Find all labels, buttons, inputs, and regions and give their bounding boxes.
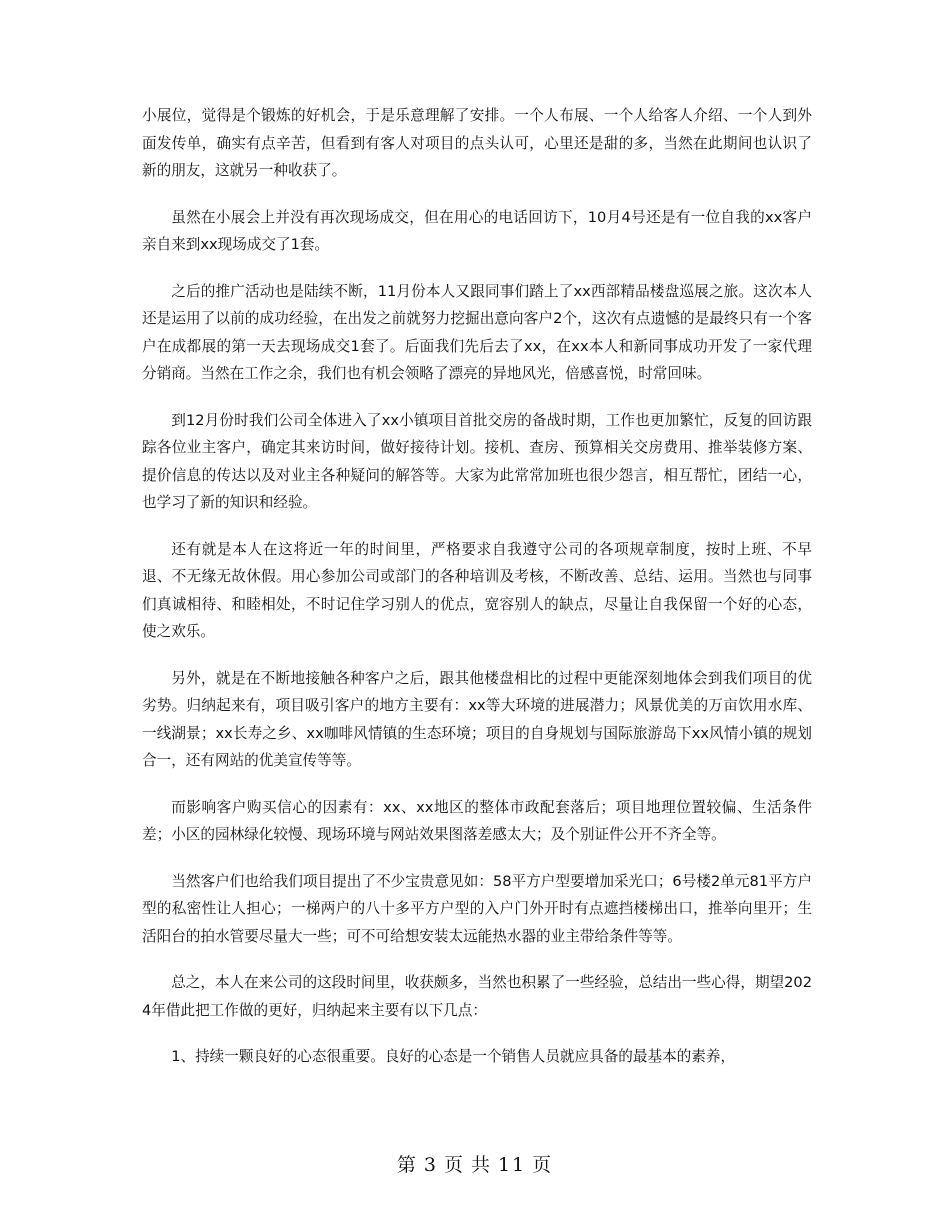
paragraph: 而影响客户购买信心的因素有：xx、xx地区的整体市政配套落后；项目地理位置较偏、生活条件差；小区的园林绿化较慢、现场环境与网站效果图落差感太大；及个别证件公开不齐全等。 — [142, 798, 812, 843]
page-number: 3 — [423, 1154, 438, 1176]
page-footer — [0, 1150, 950, 1177]
paragraph: 到12月份时我们公司全体进入了xx小镇项目首批交房的备战时期，工作也更加繁忙，反复的回访跟踪各位业主客户，确定其来访时间，做好接待计划。接机、查房、预算相关交房费用、推举装修方案、提价信息的传达以及对业主各种疑问的解答等。大家为此常常加班也很少怨言，相互帮忙，团结一心，也学习了新的知识和经验。 — [142, 411, 812, 511]
paragraph: 虽然在小展会上并没有再次现场成交，但在用心的电话回访下，10月4号还是有一位自我的xx客户亲自来到xx现场成交了1套。 — [142, 208, 812, 253]
paragraph: 当然客户们也给我们项目提出了不少宝贵意见如：58平方户型要增加采光口；6号楼2单元81平方户型的私密性让人担心；一梯两户的八十多平方户型的入户门外开时有点遮挡楼梯出口，推举向里开；生活阳台的拍水管要尽量大一些；可不可给想安装太远能热水器的业主带给条件等等。 — [142, 872, 812, 945]
page-label-mid: 页 — [443, 1154, 465, 1176]
paragraph: 1、持续一颗良好的心态很重要。良好的心态是一个销售人员就应具备的最基本的素养， — [171, 1048, 736, 1065]
paragraph: 小展位，觉得是个锻炼的好机会，于是乐意理解了安排。一个人布展、一个人给客人介绍、一个人到外面发传单，确实有点辛苦，但看到有客人对项目的点头认可，心里还是甜的多，当然在此期间也认识了新的朋友，这就另一种收获了。 — [142, 107, 812, 179]
paragraph: 总之，本人在来公司的这段时间里，收获颇多，当然也积累了一些经验，总结出一些心得，期望2024年借此把工作做的更好，归纳起来主要有以下几点： — [142, 974, 812, 1019]
paragraph: 之后的推广活动也是陆续不断，11月份本人又跟同事们踏上了xx西部精品楼盘巡展之旅。这次本人还是运用了以前的成功经验，在出发之前就努力挖掘出意向客户2个，这次有点遗憾的是最终只有一个客户在成都展的第一天去现场成交1套了。后面我们先后去了xx，在xx本人和新同事成功开发了一家代理分销商。当然在工作之余，我们也有机会领略了漂亮的异地风光，倍感喜悦，时常回味。 — [142, 282, 812, 382]
paragraph: 另外，就是在不断地接触各种客户之后，跟其他楼盘相比的过程中更能深刻地体会到我们项目的优劣势。归纳起来有，项目吸引客户的地方主要有：xx等大环境的进展潜力；风景优美的万亩饮用水库、一线湖景；xx长寿之乡、xx咖啡风情镇的生态环境；项目的自身规划与国际旅游岛下xx风情小镇的规划合一，还有网站的优美宣传等等。 — [142, 669, 812, 769]
page-label-total-pre: 共 — [470, 1154, 492, 1176]
total-pages: 11 — [497, 1154, 527, 1176]
document-body — [142, 102, 812, 1090]
page-label-post: 页 — [532, 1154, 554, 1176]
page-label-pre: 第 — [396, 1154, 418, 1176]
paragraph: 还有就是本人在这将近一年的时间里，严格要求自我遵守公司的各项规章制度，按时上班、不早退、不无缘无故休假。用心参加公司或部门的各种培训及考核，不断改善、总结、运用。当然也与同事们真诚相待、和睦相处，不时记住学习别人的优点，宽容别人的缺点，尽量让自我保留一个好的心态，使之欢乐。 — [142, 540, 812, 640]
